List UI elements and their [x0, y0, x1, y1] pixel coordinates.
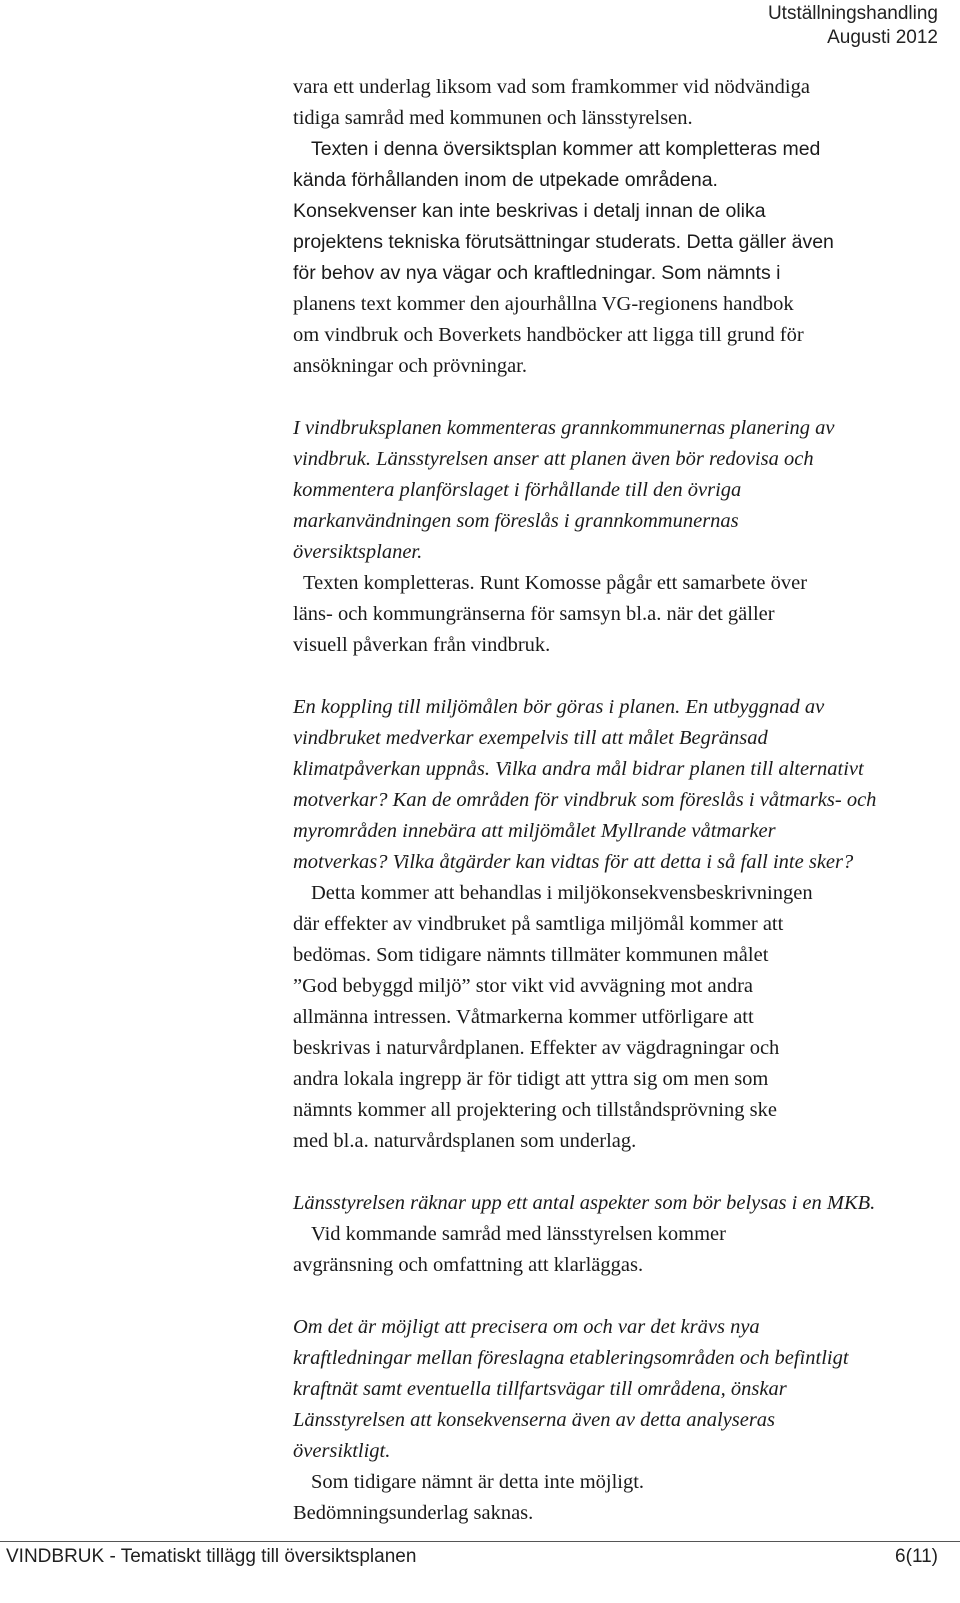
answer-miljomal: Detta kommer att behandlas i miljökonsekvensbeskrivningen där effekter av vindbruket på samtliga miljömål kommer att bedömas. Som tidigare nämnts tillmäter kommunen målet ”God bebyggd miljö” stor vikt vid avvägning mot andra allmänna intressen. Våtmarkerna kommer utförligare att beskrivas i naturvårdplanen. Effekter av vägdragningar och andra lokala ingrepp är för tidigt att yttra sig om men som nämnts kommer all projektering och tillståndsprövning ske med bl.a. naturvårdsplanen som underlag.: [293, 882, 813, 1152]
page-number: 6(11): [895, 1546, 938, 1567]
paragraph-intro: vara ett underlag liksom vad som framkommer vid nödvändiga tidiga samråd med kommunen och länsstyrelsen.: [293, 76, 810, 129]
answer-mkb: Vid kommande samråd med länsstyrelsen kommer avgränsning och omfattning att klarläggas.: [293, 1223, 726, 1276]
page-header: [768, 2, 938, 50]
document-body: [293, 72, 943, 1529]
document-date: Augusti 2012: [827, 27, 938, 48]
footer-divider: [0, 1541, 960, 1542]
paragraph-konsekvenser: Texten i denna översiktsplan kommer att kompletteras med kända förhållanden inom de utpekade områdena. Konsekvenser kan inte beskrivas i detalj innan de olika projektens tekniska förutsättningar studerats. Detta gäller även för behov av nya vägar och kraftledningar. Som nämnts i planens text kommer den ajourhållna VG-regionens handbok om vindbruk och Boverkets handböcker att ligga till grund för ansökningar och prövningar.: [293, 138, 834, 377]
comment-kraftledningar: Om det är möjligt att precisera om och var det krävs nya kraftledningar mellan föreslagna etableringsområden och befintligt kraftnät samt eventuella tillfartsvägar till områdena, önskar Länsstyrelsen att konsekvenserna även av detta analyseras översiktligt.: [293, 1316, 849, 1462]
comment-grannkommuner: I vindbruksplanen kommenteras grannkommunernas planering av vindbruk. Länsstyrelsen anser att planen även bör redovisa och kommentera planförslaget i förhållande till den övriga markanvändningen som föreslås i grannkommunernas översiktsplaner.: [293, 417, 835, 563]
page-footer: [6, 1545, 938, 1569]
comment-miljomal: En koppling till miljömålen bör göras i planen. En utbyggnad av vindbruket medverkar exempelvis till att målet Begränsad klimatpåverkan uppnås. Vilka andra mål bidrar planen till alternativt motverkar? Kan de områden för vindbruk som föreslås i våtmarks- och myrområden innebära att miljömålet Myllrande våtmarker motverkas? Vilka åtgärder kan vidtas för att detta i så fall inte sker?: [293, 696, 877, 873]
comment-mkb: Länsstyrelsen räknar upp ett antal aspekter som bör belysas i en MKB.: [293, 1192, 876, 1214]
answer-kraftledningar: Som tidigare nämnt är detta inte möjligt. Bedömningsunderlag saknas.: [293, 1471, 645, 1524]
footer-document-title: VINDBRUK - Tematiskt tillägg till översiktsplanen: [6, 1546, 417, 1567]
document-status: Utställningshandling: [767, 3, 938, 24]
answer-grannkommuner: Texten kompletteras. Runt Komosse pågår ett samarbete över läns- och kommungränserna för samsyn bl.a. när det gäller visuell påverkan från vindbruk.: [293, 572, 808, 656]
